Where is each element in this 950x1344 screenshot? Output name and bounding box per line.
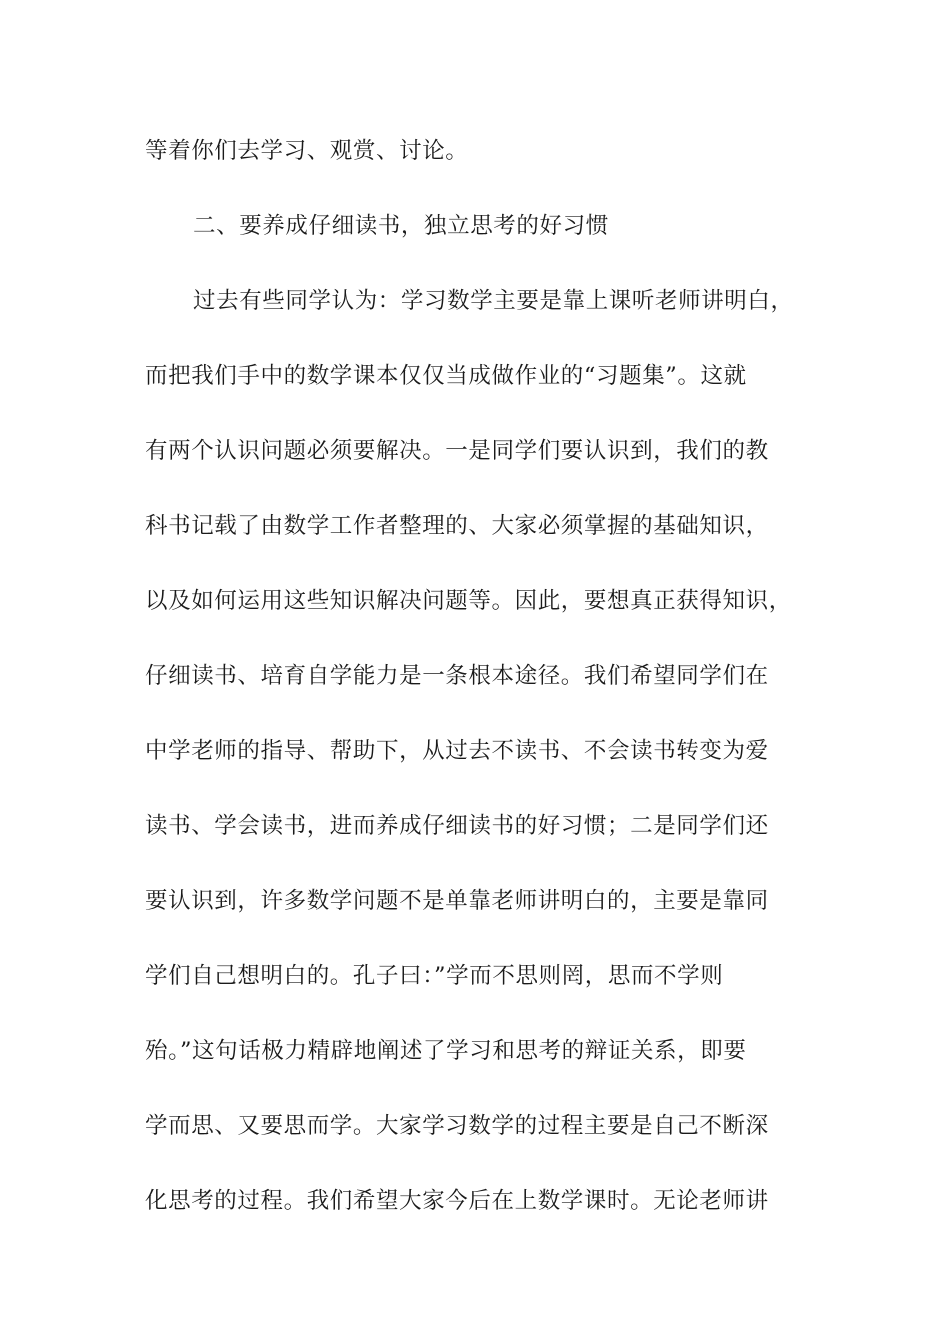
section-heading: 二、要养成仔细读书，独立思考的好习惯: [193, 213, 609, 239]
paragraph-line: 中学老师的指导、帮助下，从过去不读书、不会读书转变为爱: [145, 738, 769, 764]
paragraph-line: 仔细读书、培育自学能力是一条根本途径。我们希望同学们在: [145, 663, 769, 689]
paragraph-line: 以及如何运用这些知识解决问题等。因此，要想真正获得知识，: [145, 588, 792, 614]
paragraph-line: 等着你们去学习、观赏、讨论。: [145, 138, 469, 164]
paragraph-line: 科书记载了由数学工作者整理的、大家必须掌握的基础知识，: [145, 513, 769, 539]
paragraph-line: 过去有些同学认为：学习数学主要是靠上课听老师讲明白，: [193, 288, 794, 314]
paragraph-line: 而把我们手中的数学课本仅仅当成做作业的“习题集”。这就: [145, 363, 747, 389]
paragraph-line: 要认识到，许多数学问题不是单靠老师讲明白的，主要是靠同: [145, 888, 769, 914]
paragraph-line: 学们自己想明白的。孔子曰：”学而不思则罔，思而不学则: [145, 963, 724, 989]
paragraph-line: 殆。”这句话极力精辟地阐述了学习和思考的辩证关系，即要: [145, 1038, 747, 1064]
paragraph-line: 学而思、又要思而学。大家学习数学的过程主要是自己不断深: [145, 1113, 769, 1139]
paragraph-line: 有两个认识问题必须要解决。一是同学们要认识到，我们的教: [145, 438, 769, 464]
paragraph-line: 化思考的过程。我们希望大家今后在上数学课时。无论老师讲: [145, 1188, 769, 1214]
paragraph-line: 读书、学会读书，进而养成仔细读书的好习惯；二是同学们还: [145, 813, 769, 839]
